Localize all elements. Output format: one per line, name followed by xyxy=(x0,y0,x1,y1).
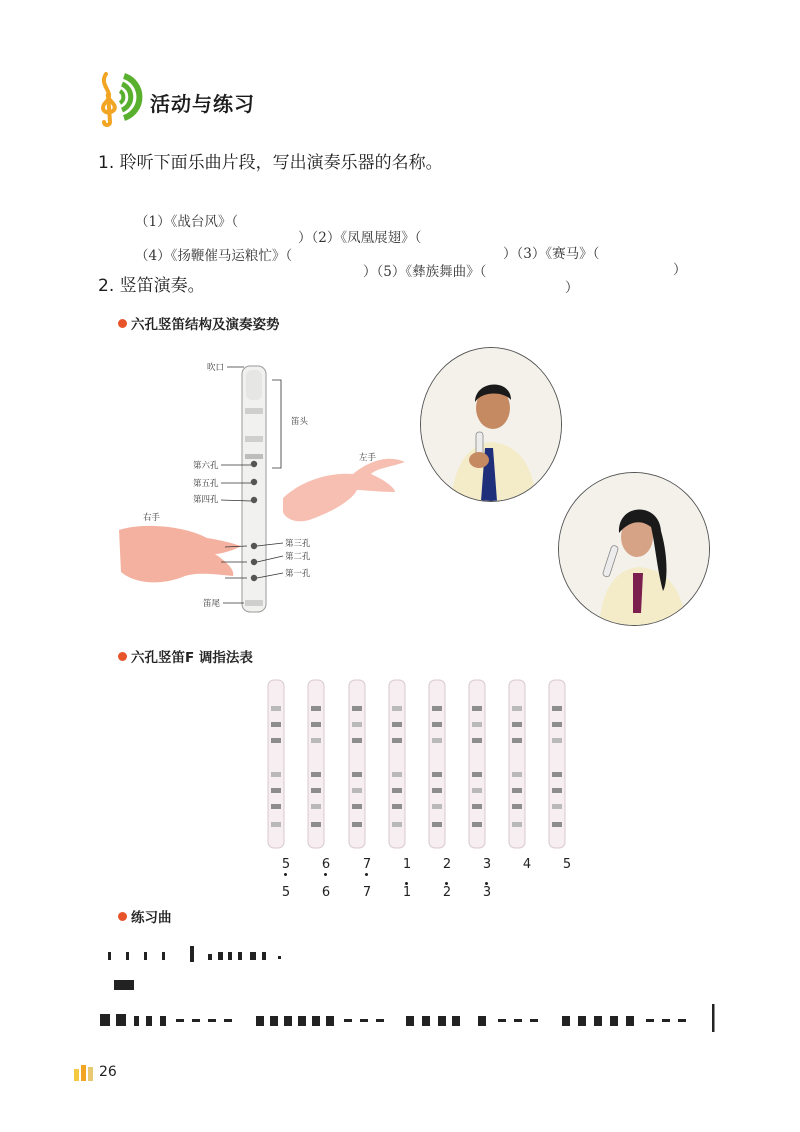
page-number: 26 xyxy=(99,1064,117,1080)
recorder-structure-diagram xyxy=(95,350,425,620)
subhead-practice: 练习曲 xyxy=(118,906,172,926)
finger-hole xyxy=(512,772,522,777)
bullet-dot-icon xyxy=(118,319,127,328)
page-marker-icon xyxy=(74,1065,94,1081)
finger-hole xyxy=(311,772,321,777)
bullet-dot-icon xyxy=(118,652,127,661)
item-3-close: ） xyxy=(673,262,687,278)
note-top-4: 1 xyxy=(402,857,412,872)
finger-hole xyxy=(352,804,362,809)
finger-hole xyxy=(472,822,482,827)
finger-hole xyxy=(432,822,442,827)
finger-hole xyxy=(352,722,362,727)
finger-hole xyxy=(512,706,522,711)
photo-boy-playing xyxy=(420,347,562,502)
finger-hole xyxy=(392,738,402,743)
finger-hole xyxy=(311,788,321,793)
finger-hole xyxy=(512,738,522,743)
recorder-fingering-2 xyxy=(308,680,324,848)
finger-hole xyxy=(311,738,321,743)
recorder-fingering-8 xyxy=(549,680,565,848)
finger-hole xyxy=(271,788,281,793)
note-top-7: 4 xyxy=(522,857,532,872)
note-bot-5: 2 xyxy=(437,885,457,900)
finger-hole xyxy=(432,738,442,743)
recorder-fingering-7 xyxy=(509,680,525,848)
item-5-close: ） xyxy=(565,280,579,296)
fingering-chart xyxy=(262,676,602,851)
note-top-1: 5 xyxy=(276,857,296,872)
label-tail: 笛尾 xyxy=(203,599,221,609)
right-hand xyxy=(119,526,241,583)
finger-hole xyxy=(271,822,281,827)
note-bot-6: 3 xyxy=(477,885,497,900)
note-top-2: 6 xyxy=(316,857,336,872)
finger-hole xyxy=(352,738,362,743)
bullet-dot-icon xyxy=(118,912,127,921)
finger-hole xyxy=(472,738,482,743)
finger-hole xyxy=(311,804,321,809)
finger-hole xyxy=(512,822,522,827)
label-hole2: 第二孔 xyxy=(285,552,311,562)
item-1: （1）《战台风》（ xyxy=(135,214,239,230)
photo-girl-playing xyxy=(558,472,710,626)
finger-hole xyxy=(271,804,281,809)
finger-hole xyxy=(392,722,402,727)
finger-hole xyxy=(432,722,442,727)
finger-hole xyxy=(472,706,482,711)
note-bot-3: 7 xyxy=(362,885,372,900)
finger-hole xyxy=(352,706,362,711)
finger-hole xyxy=(552,706,562,711)
finger-hole xyxy=(392,804,402,809)
finger-hole xyxy=(472,788,482,793)
question-2: 2. 竖笛演奏。 xyxy=(98,276,205,296)
finger-hole xyxy=(392,822,402,827)
finger-hole xyxy=(512,788,522,793)
label-mouthpiece: 吹口 xyxy=(207,363,225,373)
label-hole6: 第六孔 xyxy=(193,461,219,471)
finger-hole xyxy=(432,772,442,777)
finger-hole xyxy=(392,706,402,711)
subhead-structure: 六孔竖笛结构及演奏姿势 xyxy=(118,313,280,333)
label-hole5: 第五孔 xyxy=(193,479,219,489)
finger-hole xyxy=(432,706,442,711)
finger-hole xyxy=(392,772,402,777)
section-title: 活动与练习 xyxy=(150,92,255,116)
note-top-8: 5 xyxy=(562,857,572,872)
finger-hole xyxy=(512,804,522,809)
finger-hole xyxy=(311,722,321,727)
note-top-3: 7 xyxy=(357,857,377,872)
note-bot-2: 6 xyxy=(321,885,331,900)
note-bot-1: 5 xyxy=(281,885,291,900)
recorder-fingering-6 xyxy=(469,680,485,848)
treble-clef-sound-icon xyxy=(94,66,150,128)
finger-hole xyxy=(271,738,281,743)
label-hole4: 第四孔 xyxy=(193,495,219,505)
label-head: 笛头 xyxy=(291,417,309,427)
item-5: ）（5）《彝族舞曲》（ xyxy=(363,264,487,280)
note-top-5: 2 xyxy=(442,857,452,872)
finger-hole xyxy=(552,738,562,743)
finger-hole xyxy=(552,804,562,809)
finger-hole xyxy=(512,722,522,727)
note-top-6: 3 xyxy=(482,857,492,872)
finger-hole xyxy=(352,772,362,777)
label-left-hand: 左手 xyxy=(359,453,377,463)
finger-hole xyxy=(432,788,442,793)
finger-hole xyxy=(472,772,482,777)
finger-hole xyxy=(352,822,362,827)
practice-score-notation xyxy=(100,938,720,1038)
label-hole3: 第三孔 xyxy=(285,539,311,549)
finger-hole xyxy=(311,706,321,711)
finger-hole xyxy=(311,822,321,827)
recorder-fingering-4 xyxy=(389,680,405,848)
item-4: （4）《扬鞭催马运粮忙》（ xyxy=(135,248,293,264)
finger-hole xyxy=(472,804,482,809)
finger-hole xyxy=(552,722,562,727)
finger-hole xyxy=(271,772,281,777)
recorder-fingering-3 xyxy=(349,680,365,848)
item-3: ）（3）《赛马》（ xyxy=(503,246,600,262)
recorder-fingering-1 xyxy=(268,680,284,848)
finger-hole xyxy=(352,788,362,793)
finger-hole xyxy=(271,722,281,727)
left-hand xyxy=(283,459,405,522)
note-bot-4: 1 xyxy=(397,885,417,900)
label-right-hand: 右手 xyxy=(143,513,161,523)
subhead-fingering: 六孔竖笛F 调指法表 xyxy=(118,646,253,666)
recorder-fingering-5 xyxy=(429,680,445,848)
finger-hole xyxy=(552,772,562,777)
label-hole1: 第一孔 xyxy=(285,569,311,579)
finger-hole xyxy=(392,788,402,793)
item-2: ）（2）《凤凰展翅》（ xyxy=(298,230,422,246)
question-1: 1. 聆听下面乐曲片段，写出演奏乐器的名称。 xyxy=(98,153,443,173)
finger-hole xyxy=(552,822,562,827)
finger-hole xyxy=(271,706,281,711)
finger-hole xyxy=(472,722,482,727)
finger-hole xyxy=(552,788,562,793)
recorder-illustration xyxy=(242,366,266,612)
finger-hole xyxy=(432,804,442,809)
